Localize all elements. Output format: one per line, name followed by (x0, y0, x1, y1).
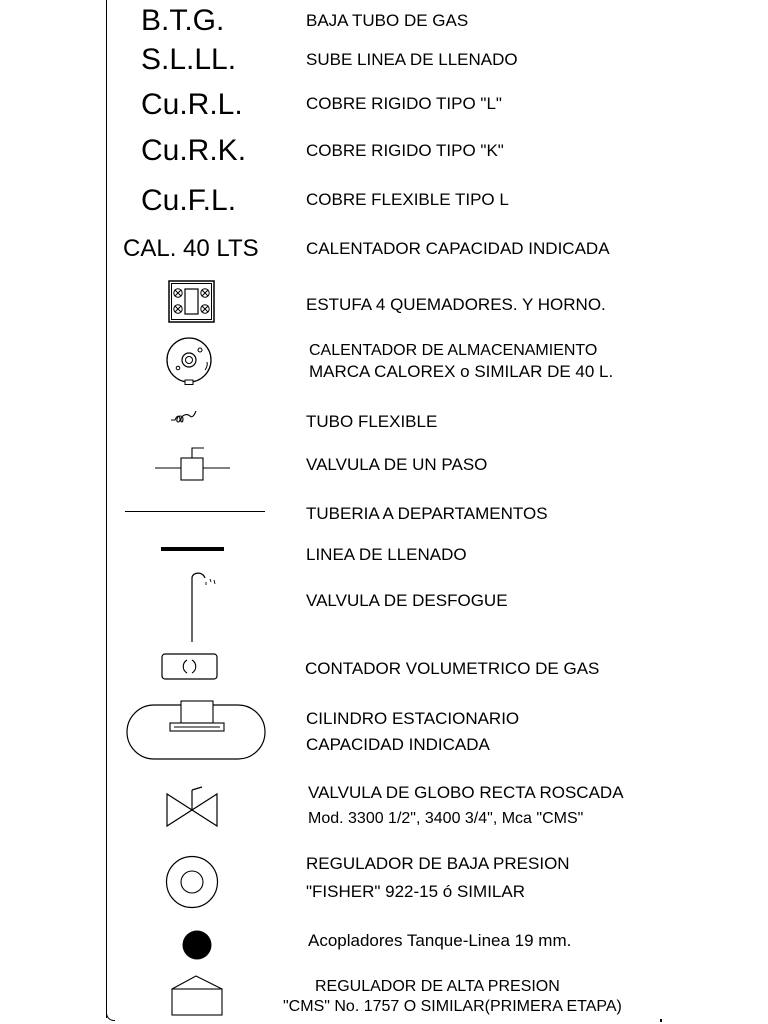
abbr-cufl: Cu.F.L. (141, 184, 237, 217)
gas-meter-icon (161, 653, 219, 681)
low-pressure-regulator-icon (165, 855, 221, 911)
desc-contador: CONTADOR VOLUMETRICO DE GAS (305, 659, 600, 678)
desc-calentador-line2: MARCA CALOREX o SIMILAR DE 40 L. (309, 362, 614, 381)
thin-line-icon (125, 511, 265, 512)
globe-valve-icon (164, 786, 222, 830)
flexible-tube-icon (170, 406, 200, 428)
desc-btg: BAJA TUBO DE GAS (306, 11, 469, 30)
desc-curk: COBRE RIGIDO TIPO "K" (306, 141, 504, 160)
thick-line-icon (161, 547, 224, 551)
desc-reg-alta-line1: REGULADOR DE ALTA PRESION (315, 978, 560, 995)
desc-valvula-paso: VALVULA DE UN PASO (306, 455, 488, 474)
desc-reg-baja-line1: REGULADOR DE BAJA PRESION (306, 854, 570, 873)
desc-linea-llenado: LINEA DE LLENADO (306, 545, 467, 564)
desc-cilindro-line1: CILINDRO ESTACIONARIO (306, 709, 520, 728)
desc-slll: SUBE LINEA DE LLENADO (306, 50, 518, 69)
desc-tuberia: TUBERIA A DEPARTAMENTOS (306, 504, 548, 523)
desc-cal40: CALENTADOR CAPACIDAD INDICADA (306, 239, 610, 258)
abbr-slll: S.L.LL. (141, 43, 237, 76)
desc-cilindro-line2: CAPACIDAD INDICADA (306, 735, 490, 754)
high-pressure-regulator-icon (170, 975, 226, 1019)
desc-globo-line1: VALVULA DE GLOBO RECTA ROSCADA (308, 783, 624, 802)
desc-reg-alta-line2: "CMS" No. 1757 O SIMILAR(PRIMERA ETAPA) (283, 998, 622, 1015)
abbr-btg: B.T.G. (141, 4, 225, 37)
desc-globo-line2: Mod. 3300 1/2", 3400 3/4", Mca "CMS" (308, 810, 584, 827)
desc-curl: COBRE RIGIDO TIPO "L" (306, 94, 502, 113)
water-heater-icon (165, 336, 215, 386)
frame-tick (660, 1019, 662, 1022)
frame-corner (106, 1012, 115, 1021)
vent-valve-icon (186, 570, 220, 644)
frame-left-border (106, 0, 107, 1018)
stove-icon (166, 279, 218, 325)
desc-acopladores: Acopladores Tanque-Linea 19 mm. (308, 931, 572, 950)
one-way-valve-icon (154, 445, 232, 485)
desc-cufl: COBRE FLEXIBLE TIPO L (306, 190, 509, 209)
stationary-cylinder-icon (126, 700, 268, 762)
coupler-dot-icon (181, 929, 213, 961)
desc-tubo-flexible: TUBO FLEXIBLE (306, 412, 438, 431)
abbr-cal40: CAL. 40 LTS (123, 235, 259, 262)
abbr-curk: Cu.R.K. (141, 134, 247, 167)
desc-estufa: ESTUFA 4 QUEMADORES. Y HORNO. (306, 295, 606, 314)
desc-reg-baja-line2: "FISHER" 922-15 ó SIMILAR (306, 882, 525, 901)
abbr-curl: Cu.R.L. (141, 88, 243, 121)
desc-calentador-line1: CALENTADOR DE ALMACENAMIENTO (309, 342, 598, 359)
desc-desfogue: VALVULA DE DESFOGUE (306, 591, 508, 610)
